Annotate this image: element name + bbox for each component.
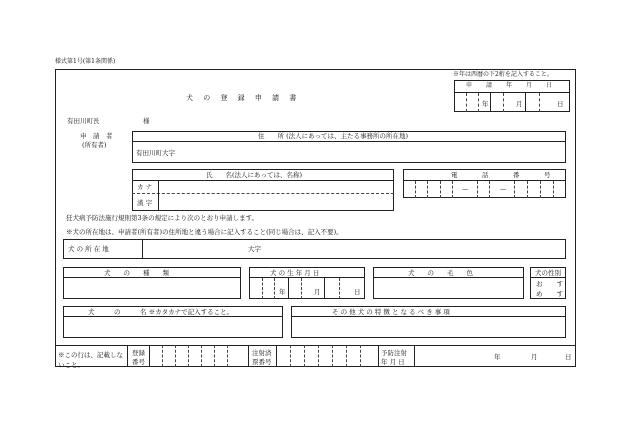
name-kana-label: カ ナ (137, 183, 153, 191)
location-note: ※犬の所在地は、申請者(所有者)の住所地と違う場合に記入すること(同じ場合は、記入不要)。 (66, 228, 343, 236)
addressee: 有田川町長 (67, 117, 100, 125)
name-kanji-label: 漢 字 (137, 199, 153, 207)
sex-option-male[interactable]: お す (536, 280, 570, 288)
birth-day-label: 日 (354, 288, 361, 296)
name-kanji-field[interactable] (159, 194, 393, 210)
address-header: 住 所 (法人にあっては、主たる事務所の所在地) (258, 132, 409, 140)
name-header: 氏 名(法人にあっては、名称) (206, 171, 303, 179)
office-note: ※この行は、記載しないこと。 (58, 351, 123, 369)
applicant-sublabel: (所有者) (82, 141, 107, 149)
form-title: 犬 の 登 録 申 請 書 (186, 94, 301, 102)
vaccination-day-label: 日 (565, 353, 572, 361)
birth-month-label: 月 (314, 288, 321, 296)
date-note: ※年は西暦の下2桁を記入すること。 (453, 71, 553, 78)
dog-location-field[interactable]: 大字 (248, 245, 261, 253)
birth-date-header: 犬 の 生 年 月 日 (270, 269, 320, 277)
address-field[interactable]: 有田川町大字 (136, 149, 175, 157)
application-date-header: 申 請 年 月 日 (466, 82, 557, 89)
phone-header: 電 話 番 号 (451, 171, 560, 179)
sex-option-female[interactable]: め す (536, 290, 570, 298)
applicant-label: 申 請 者 (80, 132, 113, 140)
registration-number-label: 登録番号 (132, 349, 145, 366)
vaccination-month-label: 月 (531, 353, 538, 361)
name-kana-field[interactable] (159, 181, 393, 192)
dog-name-header: 犬 の 名 ※カタカナで記入すること。 (88, 308, 234, 316)
coat-header: 犬 の 毛 色 (408, 269, 473, 277)
vaccination-date-label: 予防注射年 月 日 (381, 349, 407, 366)
form-label: 様式第1号(第1条関係) (55, 58, 116, 65)
breed-header: 犬 の 種 類 (104, 269, 169, 277)
phone-dash-2: — (500, 185, 507, 193)
phone-dash-1: — (462, 185, 469, 193)
vaccination-year-label: 年 (494, 353, 501, 361)
sex-header: 犬の性別 (535, 269, 561, 277)
dog-location-label: 犬 の 所 在 地 (68, 245, 109, 253)
application-day-label: 日 (557, 100, 564, 108)
statement: 狂犬病予防法施行規則第3条の規定により次のとおり申請します。 (66, 214, 259, 222)
dog-location-box (63, 239, 566, 259)
application-year-label: 年 (482, 100, 489, 108)
honorific: 様 (143, 117, 150, 125)
application-month-label: 月 (516, 100, 523, 108)
birth-year-label: 年 (279, 288, 286, 296)
vaccination-tag-label: 注射済票番号 (252, 349, 272, 366)
features-header: そ の 他 犬 の 特 徴 と な る べ き 事 項 (332, 308, 450, 316)
